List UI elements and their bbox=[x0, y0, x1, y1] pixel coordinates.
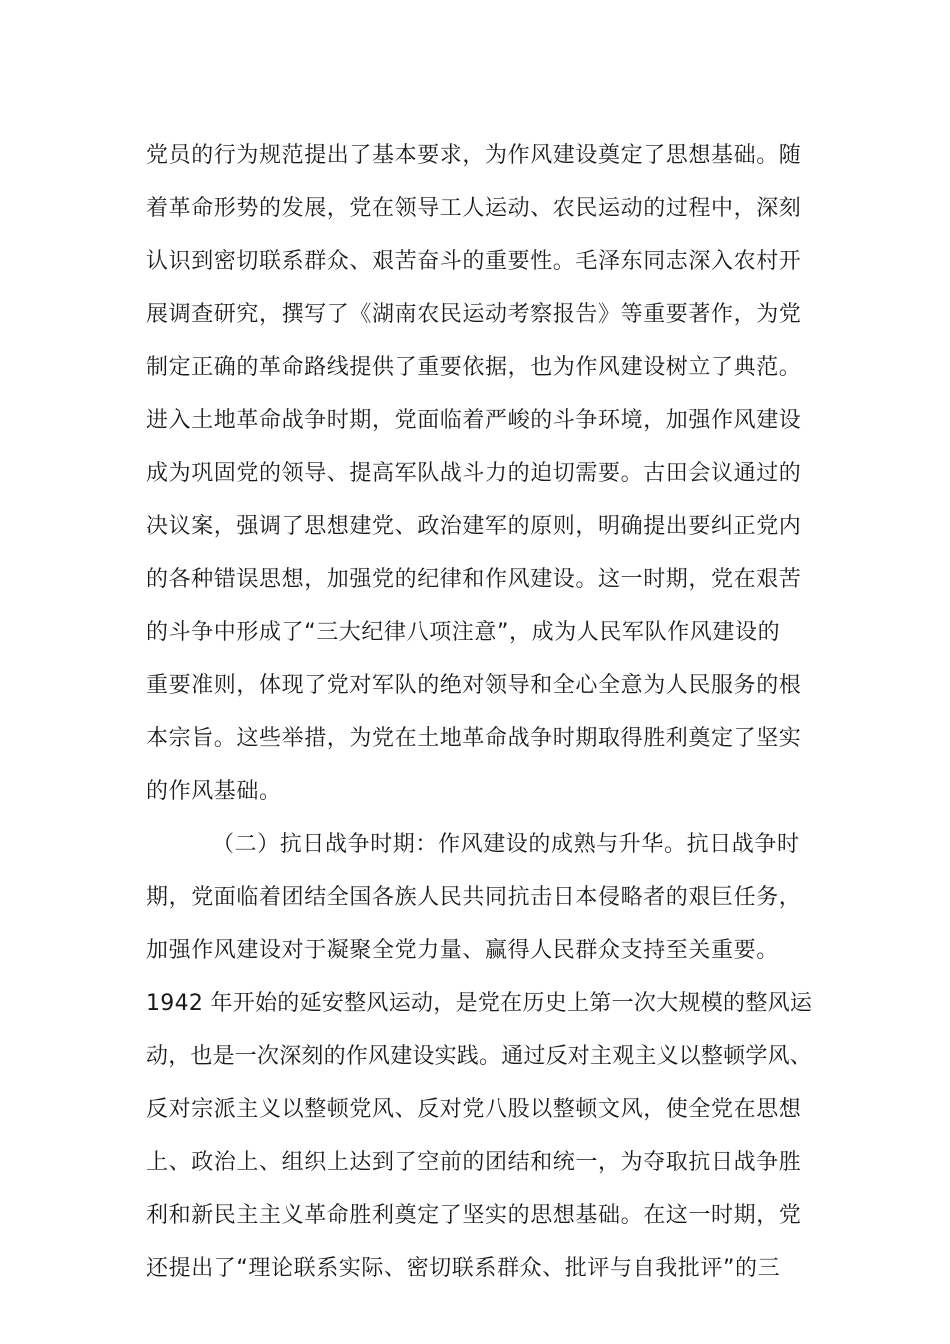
text-line: 上、政治上、组织上达到了空前的团结和统一，为夺取抗日战争胜 bbox=[146, 1150, 802, 1175]
text-line: 展调查研究，撰写了《湖南农民运动考察报告》等重要著作，为党 bbox=[146, 302, 802, 327]
text-line: 1942 年开始的延安整风运动，是党在历史上第一次大规模的整风运 bbox=[146, 991, 813, 1016]
text-line: 的各种错误思想，加强党的纪律和作风建设。这一时期，党在艰苦 bbox=[146, 567, 802, 592]
text-line: 本宗旨。这些举措，为党在土地革命战争时期取得胜利奠定了坚实 bbox=[146, 726, 802, 751]
text-line: 着革命形势的发展，党在领导工人运动、农民运动的过程中，深刻 bbox=[146, 196, 802, 221]
text-line: 加强作风建设对于凝聚全党力量、赢得人民群众支持至关重要。 bbox=[146, 938, 779, 963]
text-line: 还提出了“理论联系实际、密切联系群众、批评与自我批评”的三 bbox=[146, 1256, 781, 1281]
text-line: 利和新民主主义革命胜利奠定了坚实的思想基础。在这一时期，党 bbox=[146, 1203, 802, 1228]
text-line: 党员的行为规范提出了基本要求，为作风建设奠定了思想基础。随 bbox=[146, 143, 802, 168]
section-heading-line: （二）抗日战争时期：作风建设的成熟与升华。抗日战争时 bbox=[212, 832, 800, 857]
text-line: 成为巩固党的领导、提高军队战斗力的迫切需要。古田会议通过的 bbox=[146, 461, 802, 486]
text-line: 的斗争中形成了“三大纪律八项注意”，成为人民军队作风建设的 bbox=[146, 620, 781, 645]
text-line: 进入土地革命战争时期，党面临着严峻的斗争环境，加强作风建设 bbox=[146, 408, 802, 433]
text-line: 期，党面临着团结全国各族人民共同抗击日本侵略者的艰巨任务， bbox=[146, 885, 802, 910]
text-line: 重要准则，体现了党对军队的绝对领导和全心全意为人民服务的根 bbox=[146, 673, 802, 698]
text-line: 制定正确的革命路线提供了重要依据，也为作风建设树立了典范。 bbox=[146, 355, 802, 380]
text-line: 认识到密切联系群众、艰苦奋斗的重要性。毛泽东同志深入农村开 bbox=[146, 249, 802, 274]
text-line: 反对宗派主义以整顿党风、反对党八股以整顿文风，使全党在思想 bbox=[146, 1097, 802, 1122]
text-line: 动，也是一次深刻的作风建设实践。通过反对主观主义以整顿学风、 bbox=[146, 1044, 813, 1069]
text-line: 的作风基础。 bbox=[146, 779, 282, 804]
text-line: 决议案，强调了思想建党、政治建军的原则，明确提出要纠正党内 bbox=[146, 514, 802, 539]
